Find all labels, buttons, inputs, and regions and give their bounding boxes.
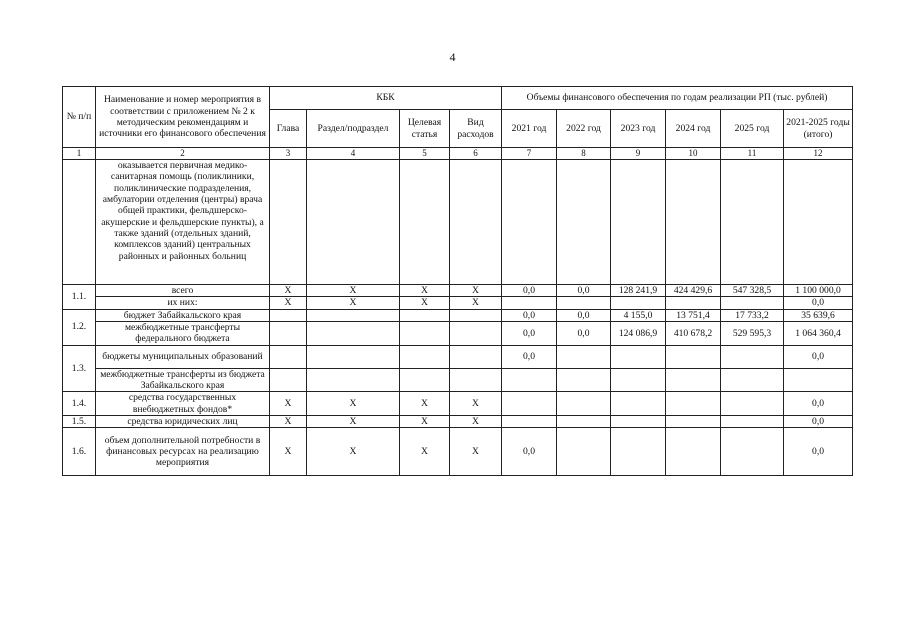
cell: X (307, 415, 400, 427)
cell: 0,0 (784, 415, 853, 427)
cell: X (450, 428, 502, 476)
header-2023: 2023 год (611, 110, 666, 148)
cell: 0,0 (502, 309, 557, 321)
cell: 0,0 (784, 345, 853, 368)
cell: 1 100 000,0 (784, 285, 853, 297)
row-number: 1.2. (63, 309, 96, 345)
cell: X (400, 285, 450, 297)
row-name: межбюджетные трансферты из бюджета Забайкальского края (96, 368, 270, 392)
cell: X (450, 415, 502, 427)
header-2022: 2022 год (557, 110, 611, 148)
page-number: 4 (449, 50, 456, 64)
header-volumes: Объемы финансового обеспечения по годам реализации РП (тыс. рублей) (502, 87, 853, 110)
cell: X (270, 428, 307, 476)
cell: X (270, 392, 307, 416)
column-numbers-row (63, 148, 853, 160)
column-number: 6 (450, 148, 502, 160)
header-kbk: КБК (270, 87, 502, 110)
cell: 0,0 (784, 392, 853, 416)
header-razdel: Раздел/подраздел (307, 110, 400, 148)
row-name: бюджет Забайкальского края (96, 309, 270, 321)
cell: X (270, 285, 307, 297)
cell: 0,0 (502, 285, 557, 297)
row-name: объем дополнительной потребности в финансовых ресурсах на реализацию мероприятия (96, 428, 270, 476)
row-name: межбюджетные трансферты федерального бюджета (96, 321, 270, 345)
table-row (63, 428, 853, 476)
description-cell: оказывается первичная медико-санитарная помощь (поликлиники, поликлинические подразделения, амбулатории отделения (центры) врача общей практики, фельдшерско-акушерские и фельдшерские пункты), а также зданий (отдельных зданий, комплексов зданий) центральных районных и районных больниц (96, 160, 270, 285)
cell: 0,0 (557, 321, 611, 345)
cell: X (450, 392, 502, 416)
cell: 0,0 (784, 297, 853, 309)
table-row (63, 368, 853, 392)
table-row (63, 309, 853, 321)
cell: X (450, 297, 502, 309)
column-number: 7 (502, 148, 557, 160)
cell: 0,0 (557, 309, 611, 321)
column-number: 9 (611, 148, 666, 160)
cell: 0,0 (557, 285, 611, 297)
header-name: Наименование и номер мероприятия в соответствии с приложением № 2 к методическим рекомендациям и источники его финансового обеспечения (96, 87, 270, 148)
cell: X (450, 285, 502, 297)
header-2021: 2021 год (502, 110, 557, 148)
column-number: 10 (666, 148, 721, 160)
table-row (63, 160, 853, 285)
table-row (63, 392, 853, 416)
cell: 1 064 360,4 (784, 321, 853, 345)
cell: 547 328,5 (721, 285, 784, 297)
column-number: 3 (270, 148, 307, 160)
table-row (63, 285, 853, 297)
row-number: 1.3. (63, 345, 96, 392)
header-num: № п/п (63, 87, 96, 148)
cell: 35 639,6 (784, 309, 853, 321)
header-celevaya: Целевая статья (400, 110, 450, 148)
header-vid: Вид расходов (450, 110, 502, 148)
cell: X (270, 415, 307, 427)
cell: 0,0 (784, 428, 853, 476)
cell: X (307, 285, 400, 297)
cell: X (400, 428, 450, 476)
column-number: 12 (784, 148, 853, 160)
column-number: 1 (63, 148, 96, 160)
cell: 424 429,6 (666, 285, 721, 297)
cell: 128 241,9 (611, 285, 666, 297)
row-number: 1.5. (63, 415, 96, 427)
header-row-1 (63, 87, 853, 110)
table-row (63, 345, 853, 368)
row-name: их них: (96, 297, 270, 309)
cell: X (307, 392, 400, 416)
header-2025: 2025 год (721, 110, 784, 148)
cell: 410 678,2 (666, 321, 721, 345)
column-number: 11 (721, 148, 784, 160)
column-number: 2 (96, 148, 270, 160)
cell: X (400, 415, 450, 427)
cell: 124 086,9 (611, 321, 666, 345)
column-number: 8 (557, 148, 611, 160)
row-name: средства государственных внебюджетных фондов* (96, 392, 270, 416)
row-name: бюджеты муниципальных образований (96, 345, 270, 368)
row-name: средства юридических лиц (96, 415, 270, 427)
row-number: 1.6. (63, 428, 96, 476)
header-2024: 2024 год (666, 110, 721, 148)
column-number: 4 (307, 148, 400, 160)
cell: X (307, 297, 400, 309)
cell: 13 751,4 (666, 309, 721, 321)
table-row (63, 321, 853, 345)
cell: X (307, 428, 400, 476)
cell: X (270, 297, 307, 309)
row-name: всего (96, 285, 270, 297)
column-number: 5 (400, 148, 450, 160)
header-glava: Глава (270, 110, 307, 148)
cell: 0,0 (502, 345, 557, 368)
row-number: 1.4. (63, 392, 96, 416)
cell: 4 155,0 (611, 309, 666, 321)
cell: 0,0 (502, 428, 557, 476)
header-total: 2021-2025 годы (итого) (784, 110, 853, 148)
table-row (63, 415, 853, 427)
funding-table (62, 86, 853, 476)
cell: X (400, 392, 450, 416)
row-number: 1.1. (63, 285, 96, 310)
cell: 17 733,2 (721, 309, 784, 321)
cell: 529 595,3 (721, 321, 784, 345)
table-row (63, 297, 853, 309)
cell: X (400, 297, 450, 309)
cell: 0,0 (502, 321, 557, 345)
